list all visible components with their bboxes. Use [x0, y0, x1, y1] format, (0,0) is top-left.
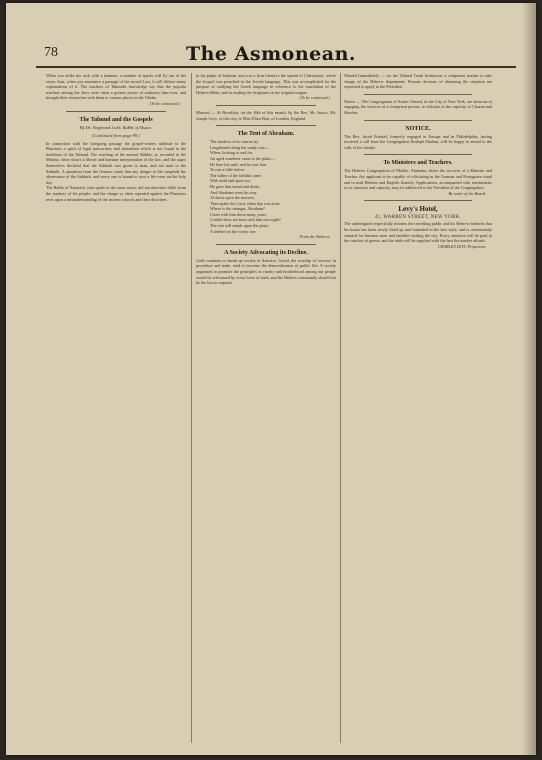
masthead-title: The Asmonean.	[185, 43, 356, 65]
hotel-ad-signature: CHARLES LEVI, Proprietor.	[437, 243, 486, 249]
newspaper-page	[6, 3, 536, 755]
society-article-body: Gold continues to break up society in America. Greed, the worship of 'success' in procedure and trade, tend to increase the demoralization of public life. A society organized to promote the principles of charity and brotherhood among our people would be welcomed by every lover of truth, and the Hebrew community should not be the last to respond.	[196, 257, 336, 286]
society-article-title: A Society Advocating its Decline.	[224, 249, 308, 256]
poem-text-continued: Then spake the Lord, when day was done, Where is the stranger, Abraham? I bore with him these many years; Couldst thou not bear with him one night? The tent still stands upon the plain, A shelter for the weary one.	[210, 200, 281, 234]
column-left	[46, 73, 186, 743]
column-divider	[340, 73, 341, 743]
column-divider	[191, 73, 192, 743]
hotel-ad-body: The undersigned respectfully informs the travelling public and his Hebrew brethren that his house has been newly fitted up and furnished in the best style, and is conveniently situated for business men and families visiting the city. Every attention will be paid to the comfort of guests, and the table will be supplied with the best the market affords.	[344, 221, 492, 244]
separator	[216, 125, 316, 126]
wanted-notice: Wanted Immediately — for the Talmud Torah Institution, a competent teacher to take charge of the Hebrew department. Persons desirous of obtaining the situation are requested to apply to the President.	[344, 73, 492, 90]
teachers-ad-title: To Ministers and Teachers.	[383, 160, 453, 167]
poem-title: The Tent of Abraham.	[237, 131, 295, 138]
continued-note: (To be continued.)	[299, 95, 330, 101]
poem-text: The shadow of its canvas lay Lengthened along the sandy way— When, looking to and fro, An aged wanderer came to the plain— He bore his staff, and he was fain To rest a little below. The father of the faithful came With mild and open eye, He gave him bread and drink; And Abraham went his way At dawn upon the morrow.	[210, 139, 275, 201]
column-middle	[196, 73, 336, 743]
separator	[66, 111, 166, 112]
teachers-ad-signature: By order of the Board.	[448, 190, 486, 196]
congregation-notice: Notice — The Congregation of Anshe Chesed, in the City of New York, are desirous of engaging the services of a competent person, to officiate in the capacity of Chazan and Shochet.	[344, 98, 492, 115]
article-note: (Continued from page 99.)	[92, 132, 140, 138]
separator	[364, 120, 472, 121]
article-body: In connection with the foregoing passage the gospel-writers attribute to the Pharisees a spirit of legal narrowness and formalism which is not found in the traditions of the Talmud. The teaching of the ancient Rabbis, as recorded in the Mishna, often shows a liberal and humane interpretation of the law, and the sages themselves declared that the Sabbath was given to man, and not man to the Sabbath. A quotation from the Gemara states that any danger to life suspends the observance of the Sabbath, and every one is bound to save a life even on the holy day.	[46, 140, 186, 185]
separator	[364, 94, 472, 95]
teachers-ad-body: The Hebrew Congregation of Mobile, Alabama, desire the services of a Minister and Teacher, the applicant to be capable of officiating in the German and Portuguese ritual and to read Hebrew and English fluently. Applications, accompanied with testimonials as to character and capacity, may be addressed to the President of the Congregation.	[344, 168, 492, 191]
page-number: 78	[44, 45, 58, 60]
marriage-notice: Married — At Brooklyn, on the 16th of this month, by the Rev. Mr. Isaacs, Mr. Joseph Levy, of this city, to Miss Eliza Hart, of London, England.	[196, 109, 336, 121]
article-intro: When you strike the rock with a hammer, a number of sparks will fly out of the stone; thus, when you announce a passage of the sacred Law, it will diffuse many explanations of it. The teachers of Talmudic knowledge say that the popular teachers among the Jews were often a greater power of authority than ever, and brought their researches with them to various places in the Ghetto.	[46, 73, 186, 101]
column-right	[344, 73, 492, 743]
separator	[216, 105, 316, 106]
hotel-ad-title: Levy's Hotel,	[398, 205, 438, 214]
notice-body: The Rev. Jacob Frankel, formerly engaged in Europe and in Philadelphia, having received a call from the Congregation Rodeph Shalom, will be happy to attend to the calls of his friends.	[344, 133, 492, 150]
article-byline: By Dr. Siegmund Loeb, Rabbi of Alsace.	[79, 124, 153, 130]
separator	[216, 244, 316, 245]
article-title: The Talmud and the Gospels	[79, 116, 153, 123]
header-rule	[36, 66, 516, 68]
article-intro: in the pulpit of Judaism, and was a firm friend to the spread of Christianity, where the Gospel was preached in the Jewish language. This was accomplished for the purpose of studying the Greek language in reference to the translation of the Hebrew Bible, and in reading the Scriptures in the original tongue.	[196, 73, 336, 95]
poem-attribution: From the Hebrew.	[299, 234, 330, 240]
continued-note: (To be continued.)	[149, 100, 180, 106]
hotel-ad-address: 41, WARREN STREET, NEW YORK.	[374, 215, 462, 221]
separator	[364, 154, 472, 155]
article-body-continued: The Rabbi of Nazareth, who spoke in the same sense, did not therefore differ from the teachers of his people; and the charge so often repeated against the Pharisees rests upon a misunderstanding of the ancient schools and their doctrines.	[46, 185, 186, 202]
separator	[364, 200, 472, 201]
notice-title: NOTICE.	[405, 125, 431, 132]
